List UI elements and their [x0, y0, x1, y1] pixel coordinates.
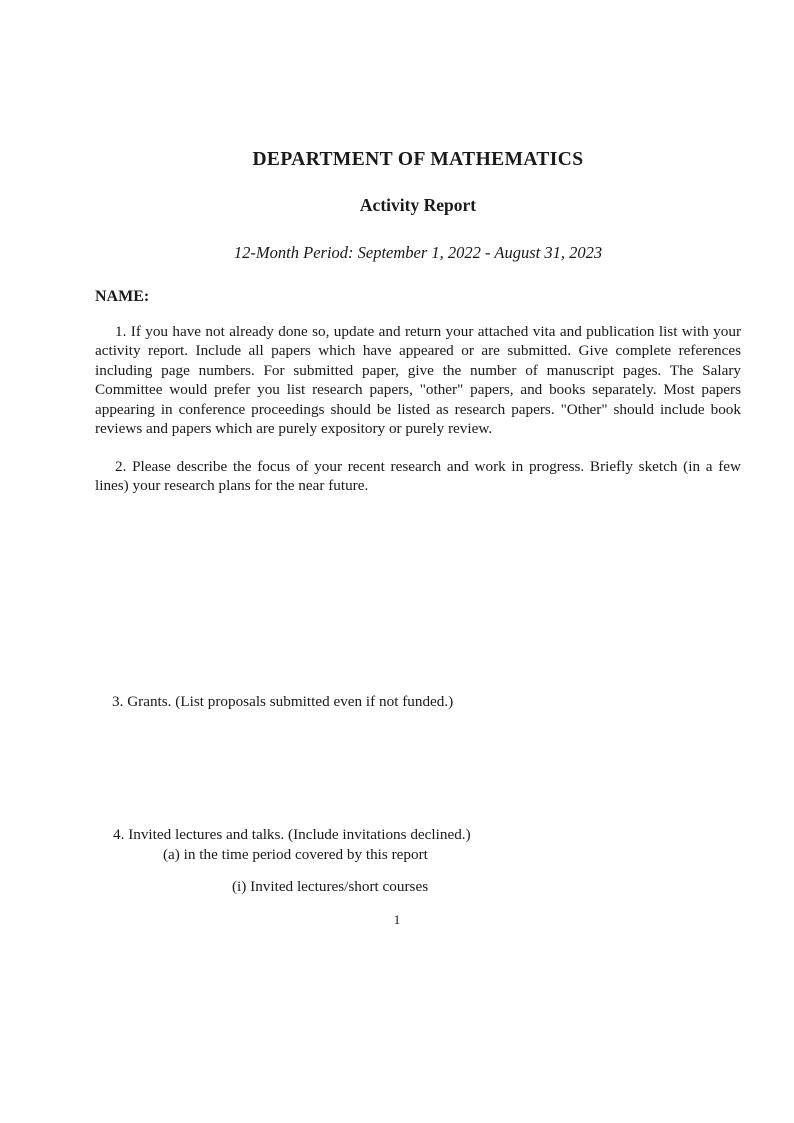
- document-content: [95, 140, 741, 495]
- page-title: DEPARTMENT OF MATHEMATICS: [252, 149, 584, 170]
- name-label: NAME:: [95, 287, 150, 305]
- instruction-item-2: 2. Please describe the focus of your recent research and work in progress. Briefly sketch (in a few lines) your research plans for the near future.: [95, 457, 741, 494]
- instruction-item-4-invited-lectures: 4. Invited lectures and talks. (Include invitations declined.): [113, 826, 471, 843]
- page-number: 1: [393, 912, 401, 927]
- reporting-period: 12-Month Period: September 1, 2022 - August 31, 2023: [233, 242, 603, 262]
- instruction-item-1: 1. If you have not already done so, update and return your attached vita and publication list with your activity report. Include all papers which have appeared or are submitted. Give complete references including page numbers. For submitted paper, give the number of manuscript pages. The Salary Committee would prefer you list research papers, "other" papers, and books separately. Most papers appearing in conference proceedings should be listed as research papers. "Other" should include book reviews and papers which are purely expository or purely review.: [95, 322, 741, 438]
- instruction-item-4a: (a) in the time period covered by this report: [163, 846, 428, 863]
- instruction-item-4a-i: (i) Invited lectures/short courses: [232, 878, 429, 895]
- document-subtitle: Activity Report: [359, 195, 477, 216]
- instruction-item-3-grants: 3. Grants. (List proposals submitted even if not funded.): [112, 693, 454, 710]
